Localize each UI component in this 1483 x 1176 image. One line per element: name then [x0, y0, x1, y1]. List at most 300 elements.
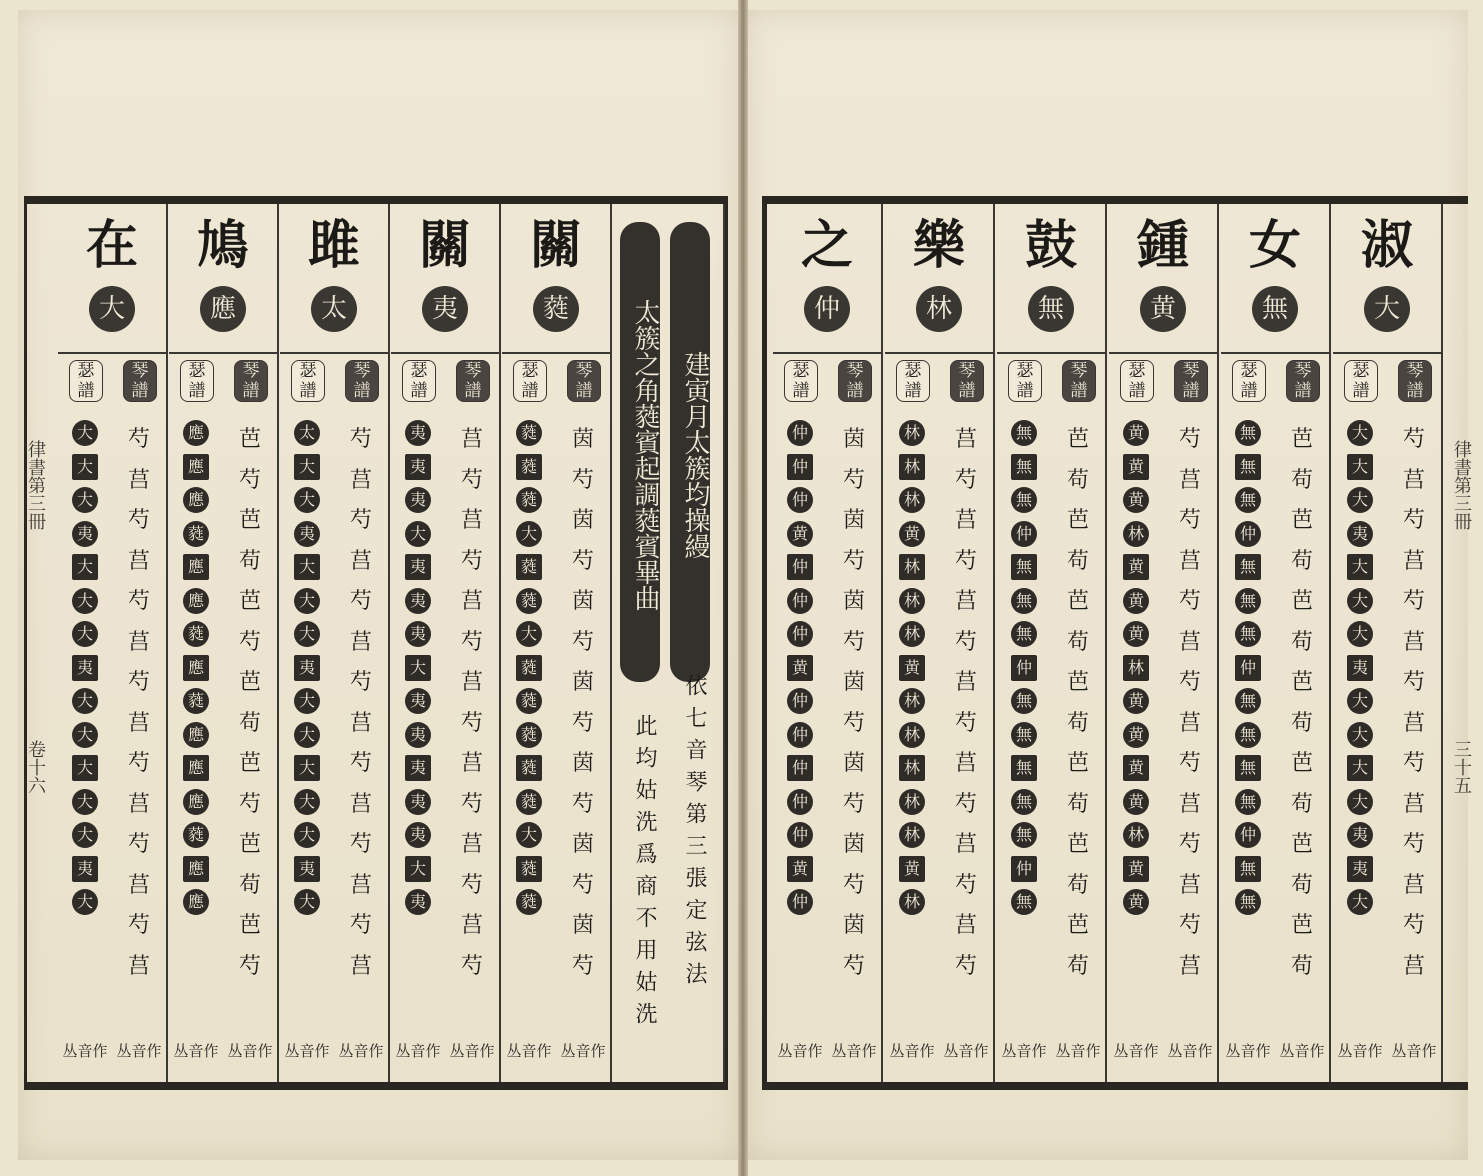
- se-note-stack: [997, 420, 1051, 923]
- se-note-cell: 無: [1235, 420, 1261, 446]
- se-note-cell: 無: [1235, 621, 1261, 647]
- se-notation: [391, 356, 445, 1082]
- performer-credit: 丛音作: [889, 1042, 935, 1060]
- pitch-seal: 應: [200, 286, 246, 332]
- qin-tablature-glyph: 苟: [1290, 872, 1313, 898]
- lyric-character: 淑: [1360, 215, 1413, 276]
- qin-tablature-glyph: 芍: [571, 872, 594, 898]
- se-note-cell: 蕤: [516, 487, 542, 513]
- performer-credit: 丛音作: [227, 1042, 273, 1060]
- se-notation: [773, 356, 827, 1082]
- se-note-cell: 夷: [72, 856, 98, 882]
- qin-notation: [827, 356, 881, 1082]
- qin-tablature-glyph: 芍: [127, 508, 150, 533]
- pitch-seal: 無: [1028, 286, 1074, 332]
- qin-tablature-glyph: 芍: [460, 872, 483, 898]
- se-note-cell: 蕤: [516, 688, 542, 714]
- left-score-column: [502, 204, 612, 1082]
- se-note-cell: 蕤: [516, 655, 542, 681]
- se-note-cell: 無: [1235, 554, 1261, 580]
- lyric-header: [169, 204, 277, 354]
- se-note-cell: 大: [294, 789, 320, 815]
- avoid-note: 此均姑洗爲商不用姑洗: [632, 714, 657, 1034]
- qin-tablature-glyph: 芍: [460, 710, 483, 736]
- qin-tablature-glyph: 芭: [1290, 589, 1313, 614]
- qin-tablature-glyph: 芍: [460, 629, 483, 655]
- qin-tablature-glyph: 芍: [842, 791, 865, 817]
- se-note-stack: [1333, 420, 1387, 923]
- se-note-cell: 黄: [899, 856, 925, 882]
- se-note-cell: 夷: [1347, 655, 1373, 681]
- se-note-cell: 蕤: [516, 856, 542, 882]
- se-note-cell: 大: [72, 454, 98, 480]
- qin-tablature-stack: [334, 420, 388, 987]
- se-note-cell: 無: [1011, 487, 1037, 513]
- se-note-cell: 大: [72, 420, 98, 446]
- qin-tablature-glyph: 茵: [571, 670, 594, 695]
- se-note-cell: 林: [899, 420, 925, 446]
- qin-tablature-glyph: 莒: [954, 832, 977, 857]
- performer-credit: 丛音作: [1055, 1042, 1101, 1060]
- left-score-column: [280, 204, 390, 1082]
- performer-credit: 丛音作: [173, 1042, 219, 1060]
- qin-tablature-glyph: 莒: [1178, 953, 1201, 979]
- se-note-cell: 林: [899, 755, 925, 781]
- se-note-cell: 大: [1347, 588, 1373, 614]
- qin-tablature-glyph: 芍: [571, 629, 594, 655]
- qin-tablature-glyph: 茵: [571, 589, 594, 614]
- qin-score-label: 琴譜: [1174, 360, 1208, 402]
- qin-notation: [939, 356, 993, 1082]
- qin-score-label: 琴譜: [123, 360, 157, 402]
- qin-notation: [334, 356, 388, 1082]
- qin-tablature-glyph: 莒: [954, 751, 977, 776]
- qin-tablature-glyph: 莒: [954, 427, 977, 452]
- se-note-cell: 太: [294, 420, 320, 446]
- qin-tablature-glyph: 莒: [1178, 872, 1201, 898]
- qin-tablature-glyph: 莒: [349, 548, 372, 574]
- qin-tablature-glyph: 莒: [349, 791, 372, 817]
- qin-notation: [223, 356, 277, 1082]
- se-notation: [280, 356, 334, 1082]
- qin-tablature-glyph: 芍: [954, 467, 977, 493]
- left-score-column: [391, 204, 501, 1082]
- se-note-cell: 無: [1011, 789, 1037, 815]
- qin-tablature-glyph: 芍: [954, 629, 977, 655]
- lyric-header: [502, 204, 610, 354]
- se-note-cell: 林: [1123, 521, 1149, 547]
- qin-notation: [556, 356, 610, 1082]
- right-score-column: [1221, 204, 1331, 1082]
- tuning-note: 依七音琴第三張定弦法: [682, 674, 707, 994]
- se-note-cell: 大: [294, 487, 320, 513]
- qin-tablature-glyph: 苟: [1066, 629, 1089, 655]
- qin-tablature-stack: [223, 420, 277, 987]
- qin-tablature-glyph: 芍: [238, 629, 261, 655]
- qin-tablature-stack: [1163, 420, 1217, 987]
- se-note-cell: 仲: [1011, 856, 1037, 882]
- se-note-cell: 夷: [294, 521, 320, 547]
- lyric-header: [885, 204, 993, 354]
- qin-tablature-glyph: 芍: [349, 751, 372, 776]
- se-note-cell: 蕤: [183, 521, 209, 547]
- se-note-cell: 應: [183, 755, 209, 781]
- left-margin-fold-label: 卷十六: [25, 740, 46, 794]
- qin-tablature-glyph: 莒: [1402, 629, 1425, 655]
- se-note-cell: 大: [1347, 688, 1373, 714]
- qin-notation: [112, 356, 166, 1082]
- se-note-cell: 大: [294, 688, 320, 714]
- se-note-cell: 夷: [405, 621, 431, 647]
- se-note-cell: 黄: [1123, 722, 1149, 748]
- performer-credit: 丛音作: [831, 1042, 877, 1060]
- qin-tablature-glyph: 芍: [842, 953, 865, 979]
- qin-tablature-glyph: 莒: [1402, 467, 1425, 493]
- qin-score-label: 琴譜: [456, 360, 490, 402]
- qin-tablature-glyph: 茵: [842, 670, 865, 695]
- right-score-column: [997, 204, 1107, 1082]
- lyric-header: [280, 204, 388, 354]
- se-note-cell: 仲: [1235, 822, 1261, 848]
- qin-score-label: 琴譜: [1286, 360, 1320, 402]
- qin-tablature-stack: [1051, 420, 1105, 987]
- se-note-cell: 夷: [72, 521, 98, 547]
- lyric-header: [1221, 204, 1329, 354]
- se-notation: [1333, 356, 1387, 1082]
- se-note-stack: [773, 420, 827, 923]
- se-note-cell: 林: [899, 822, 925, 848]
- se-note-stack: [391, 420, 445, 923]
- qin-tablature-glyph: 莒: [1178, 710, 1201, 736]
- performer-credit: 丛音作: [1337, 1042, 1383, 1060]
- se-note-cell: 應: [183, 420, 209, 446]
- qin-tablature-glyph: 苟: [1066, 548, 1089, 574]
- se-notation: [502, 356, 556, 1082]
- pitch-seal: 太: [311, 286, 357, 332]
- se-score-label: 瑟譜: [1120, 360, 1154, 402]
- qin-tablature-glyph: 莒: [460, 913, 483, 938]
- pitch-seal: 夷: [422, 286, 468, 332]
- qin-tablature-glyph: 莒: [349, 710, 372, 736]
- qin-tablature-glyph: 芍: [842, 872, 865, 898]
- se-note-cell: 夷: [1347, 521, 1373, 547]
- qin-tablature-glyph: 苟: [1290, 953, 1313, 979]
- lyric-character: 女: [1248, 215, 1301, 276]
- qin-tablature-glyph: 茵: [571, 751, 594, 776]
- se-note-cell: 林: [899, 688, 925, 714]
- se-note-cell: 大: [294, 621, 320, 647]
- se-note-stack: [502, 420, 556, 923]
- se-note-cell: 無: [1235, 889, 1261, 915]
- qin-tablature-glyph: 苟: [1290, 710, 1313, 736]
- se-note-cell: 大: [72, 554, 98, 580]
- performer-credit: 丛音作: [449, 1042, 495, 1060]
- qin-tablature-glyph: 芭: [1066, 589, 1089, 614]
- qin-score-label: 琴譜: [950, 360, 984, 402]
- qin-tablature-glyph: 芍: [238, 791, 261, 817]
- qin-tablature-stack: [445, 420, 499, 987]
- se-note-cell: 大: [1347, 454, 1373, 480]
- se-note-cell: 大: [294, 755, 320, 781]
- performer-credit: 丛音作: [943, 1042, 989, 1060]
- se-note-cell: 仲: [787, 621, 813, 647]
- qin-tablature-glyph: 茵: [571, 832, 594, 857]
- qin-tablature-glyph: 芭: [1290, 832, 1313, 857]
- se-score-label: 瑟譜: [513, 360, 547, 402]
- qin-tablature-glyph: 莒: [127, 467, 150, 493]
- se-notation: [58, 356, 112, 1082]
- qin-tablature-glyph: 芍: [349, 832, 372, 857]
- right-score-column: [885, 204, 995, 1082]
- se-note-cell: 仲: [787, 554, 813, 580]
- lyric-header: [391, 204, 499, 354]
- right-score-column: [773, 204, 883, 1082]
- se-score-label: 瑟譜: [291, 360, 325, 402]
- qin-tablature-glyph: 莒: [127, 629, 150, 655]
- se-score-label: 瑟譜: [180, 360, 214, 402]
- intro-column: [612, 204, 725, 1082]
- se-note-cell: 仲: [787, 487, 813, 513]
- qin-tablature-glyph: 芭: [1066, 913, 1089, 938]
- se-note-cell: 大: [294, 554, 320, 580]
- qin-tablature-glyph: 苟: [1066, 953, 1089, 979]
- qin-tablature-glyph: 芭: [1290, 427, 1313, 452]
- qin-tablature-glyph: 莒: [127, 710, 150, 736]
- se-note-cell: 大: [516, 822, 542, 848]
- qin-tablature-glyph: 莒: [1402, 791, 1425, 817]
- se-note-cell: 大: [72, 487, 98, 513]
- se-note-cell: 仲: [787, 755, 813, 781]
- se-note-cell: 無: [1235, 588, 1261, 614]
- qin-tablature-glyph: 莒: [460, 589, 483, 614]
- se-note-cell: 黄: [1123, 856, 1149, 882]
- se-note-cell: 蕤: [183, 822, 209, 848]
- qin-tablature-glyph: 莒: [460, 751, 483, 776]
- se-note-cell: 大: [516, 521, 542, 547]
- lyric-character: 在: [85, 215, 138, 276]
- qin-tablature-glyph: 芍: [571, 548, 594, 574]
- se-note-stack: [280, 420, 334, 923]
- se-note-cell: 黄: [1123, 621, 1149, 647]
- mode-description-band: 太簇之角蕤賓起調蕤賓畢曲: [620, 222, 660, 682]
- se-note-cell: 仲: [787, 889, 813, 915]
- se-note-cell: 林: [899, 454, 925, 480]
- se-note-cell: 大: [72, 688, 98, 714]
- se-score-label: 瑟譜: [1344, 360, 1378, 402]
- qin-tablature-glyph: 莒: [460, 508, 483, 533]
- se-score-label: 瑟譜: [69, 360, 103, 402]
- qin-score-label: 琴譜: [234, 360, 268, 402]
- qin-tablature-glyph: 芍: [954, 710, 977, 736]
- performer-credit: 丛音作: [284, 1042, 330, 1060]
- se-note-cell: 蕤: [516, 889, 542, 915]
- qin-tablature-glyph: 芍: [460, 791, 483, 817]
- qin-tablature-glyph: 莒: [1178, 629, 1201, 655]
- qin-tablature-stack: [112, 420, 166, 987]
- se-note-cell: 夷: [405, 755, 431, 781]
- qin-tablature-glyph: 苟: [1066, 710, 1089, 736]
- lyric-header: [773, 204, 881, 354]
- se-note-cell: 仲: [787, 822, 813, 848]
- qin-tablature-glyph: 茵: [842, 913, 865, 938]
- qin-tablature-glyph: 芍: [1178, 751, 1201, 776]
- qin-tablature-glyph: 芍: [571, 467, 594, 493]
- qin-tablature-stack: [556, 420, 610, 987]
- se-note-cell: 無: [1011, 889, 1037, 915]
- se-note-cell: 無: [1235, 487, 1261, 513]
- performer-credit: 丛音作: [1113, 1042, 1159, 1060]
- se-note-cell: 無: [1235, 454, 1261, 480]
- qin-tablature-glyph: 苟: [1066, 467, 1089, 493]
- se-notation: [1221, 356, 1275, 1082]
- se-note-cell: 黄: [787, 655, 813, 681]
- qin-tablature-glyph: 芍: [349, 670, 372, 695]
- se-note-cell: 應: [183, 789, 209, 815]
- se-note-cell: 夷: [405, 889, 431, 915]
- qin-tablature-glyph: 芍: [127, 427, 150, 452]
- qin-tablature-glyph: 芭: [238, 751, 261, 776]
- qin-tablature-glyph: 莒: [954, 508, 977, 533]
- right-score-frame: [762, 196, 1468, 1090]
- qin-tablature-glyph: 芍: [842, 467, 865, 493]
- qin-tablature-glyph: 苟: [1290, 467, 1313, 493]
- se-score-label: 瑟譜: [1008, 360, 1042, 402]
- qin-tablature-glyph: 芭: [238, 589, 261, 614]
- qin-tablature-glyph: 茵: [571, 427, 594, 452]
- qin-tablature-glyph: 芍: [460, 467, 483, 493]
- se-note-cell: 大: [294, 454, 320, 480]
- right-score-column: [1109, 204, 1219, 1082]
- se-note-cell: 大: [516, 621, 542, 647]
- se-note-cell: 無: [1235, 789, 1261, 815]
- qin-tablature-glyph: 芭: [238, 427, 261, 452]
- se-note-cell: 黄: [1123, 454, 1149, 480]
- qin-tablature-glyph: 芭: [238, 670, 261, 695]
- se-note-cell: 黄: [899, 521, 925, 547]
- se-note-cell: 黄: [1123, 889, 1149, 915]
- qin-tablature-stack: [827, 420, 881, 987]
- qin-tablature-glyph: 茵: [842, 751, 865, 776]
- se-note-cell: 林: [899, 789, 925, 815]
- lyric-character: 雎: [307, 215, 360, 276]
- se-note-cell: 夷: [1347, 856, 1373, 882]
- se-note-cell: 蕤: [516, 588, 542, 614]
- se-note-cell: 大: [72, 822, 98, 848]
- left-margin-title: 律書第三冊: [25, 440, 46, 530]
- qin-score-label: 琴譜: [1398, 360, 1432, 402]
- lyric-character: 之: [800, 215, 853, 276]
- se-note-cell: 黄: [1123, 420, 1149, 446]
- se-note-cell: 大: [72, 621, 98, 647]
- qin-score-label: 琴譜: [1062, 360, 1096, 402]
- se-note-cell: 大: [72, 722, 98, 748]
- se-note-cell: 黄: [1123, 588, 1149, 614]
- qin-tablature-glyph: 苟: [238, 710, 261, 736]
- qin-tablature-glyph: 芭: [1066, 508, 1089, 533]
- lyric-header: [997, 204, 1105, 354]
- qin-tablature-glyph: 苟: [238, 548, 261, 574]
- se-note-stack: [1221, 420, 1275, 923]
- lyric-header: [58, 204, 166, 354]
- qin-notation: [445, 356, 499, 1082]
- se-note-cell: 夷: [405, 588, 431, 614]
- se-note-cell: 夷: [294, 856, 320, 882]
- se-note-cell: 黄: [1123, 789, 1149, 815]
- qin-tablature-glyph: 芍: [571, 953, 594, 979]
- qin-tablature-glyph: 芍: [127, 670, 150, 695]
- se-note-cell: 夷: [405, 789, 431, 815]
- se-note-cell: 應: [183, 454, 209, 480]
- se-note-stack: [58, 420, 112, 923]
- se-note-cell: 大: [294, 588, 320, 614]
- se-note-cell: 大: [1347, 789, 1373, 815]
- qin-tablature-glyph: 芍: [460, 953, 483, 979]
- se-note-cell: 夷: [405, 454, 431, 480]
- se-note-cell: 夷: [405, 420, 431, 446]
- se-note-cell: 林: [899, 554, 925, 580]
- qin-notation: [1163, 356, 1217, 1082]
- pitch-seal: 蕤: [533, 286, 579, 332]
- book-gutter: [738, 0, 748, 1176]
- se-note-cell: 仲: [1011, 521, 1037, 547]
- se-note-cell: 夷: [294, 655, 320, 681]
- qin-tablature-glyph: 莒: [1402, 953, 1425, 979]
- qin-tablature-glyph: 莒: [954, 589, 977, 614]
- performer-credit: 丛音作: [560, 1042, 606, 1060]
- qin-tablature-glyph: 芍: [954, 791, 977, 817]
- qin-tablature-glyph: 芍: [1402, 751, 1425, 776]
- se-note-stack: [885, 420, 939, 923]
- qin-tablature-glyph: 莒: [127, 548, 150, 574]
- lyric-character: 樂: [912, 215, 965, 276]
- qin-tablature-glyph: 芍: [571, 791, 594, 817]
- qin-tablature-glyph: 莒: [1402, 710, 1425, 736]
- qin-tablature-glyph: 芍: [954, 953, 977, 979]
- se-note-cell: 應: [183, 722, 209, 748]
- se-notation: [997, 356, 1051, 1082]
- se-note-cell: 無: [1235, 755, 1261, 781]
- se-note-cell: 林: [899, 588, 925, 614]
- qin-tablature-glyph: 芭: [1066, 751, 1089, 776]
- qin-tablature-glyph: 莒: [349, 467, 372, 493]
- se-note-cell: 應: [183, 889, 209, 915]
- qin-tablature-glyph: 芍: [1178, 832, 1201, 857]
- se-note-cell: 無: [1011, 454, 1037, 480]
- left-score-column: [58, 204, 168, 1082]
- se-note-cell: 大: [405, 655, 431, 681]
- pitch-seal: 無: [1252, 286, 1298, 332]
- performer-credit: 丛音作: [777, 1042, 823, 1060]
- se-note-cell: 蕤: [516, 554, 542, 580]
- se-note-cell: 無: [1011, 420, 1037, 446]
- qin-tablature-glyph: 芍: [127, 832, 150, 857]
- qin-tablature-glyph: 莒: [460, 670, 483, 695]
- right-margin-fold-label: 三十五: [1451, 740, 1472, 794]
- qin-tablature-glyph: 芍: [127, 913, 150, 938]
- qin-tablature-glyph: 芍: [1178, 427, 1201, 452]
- qin-score-label: 琴譜: [345, 360, 379, 402]
- qin-tablature-glyph: 芍: [1402, 832, 1425, 857]
- se-note-cell: 蕤: [516, 420, 542, 446]
- se-note-cell: 仲: [1235, 521, 1261, 547]
- qin-tablature-glyph: 莒: [127, 872, 150, 898]
- se-note-cell: 黄: [899, 655, 925, 681]
- lyric-character: 鍾: [1136, 215, 1189, 276]
- pitch-seal: 仲: [804, 286, 850, 332]
- pitch-seal: 黄: [1140, 286, 1186, 332]
- qin-score-label: 琴譜: [567, 360, 601, 402]
- se-note-cell: 大: [294, 822, 320, 848]
